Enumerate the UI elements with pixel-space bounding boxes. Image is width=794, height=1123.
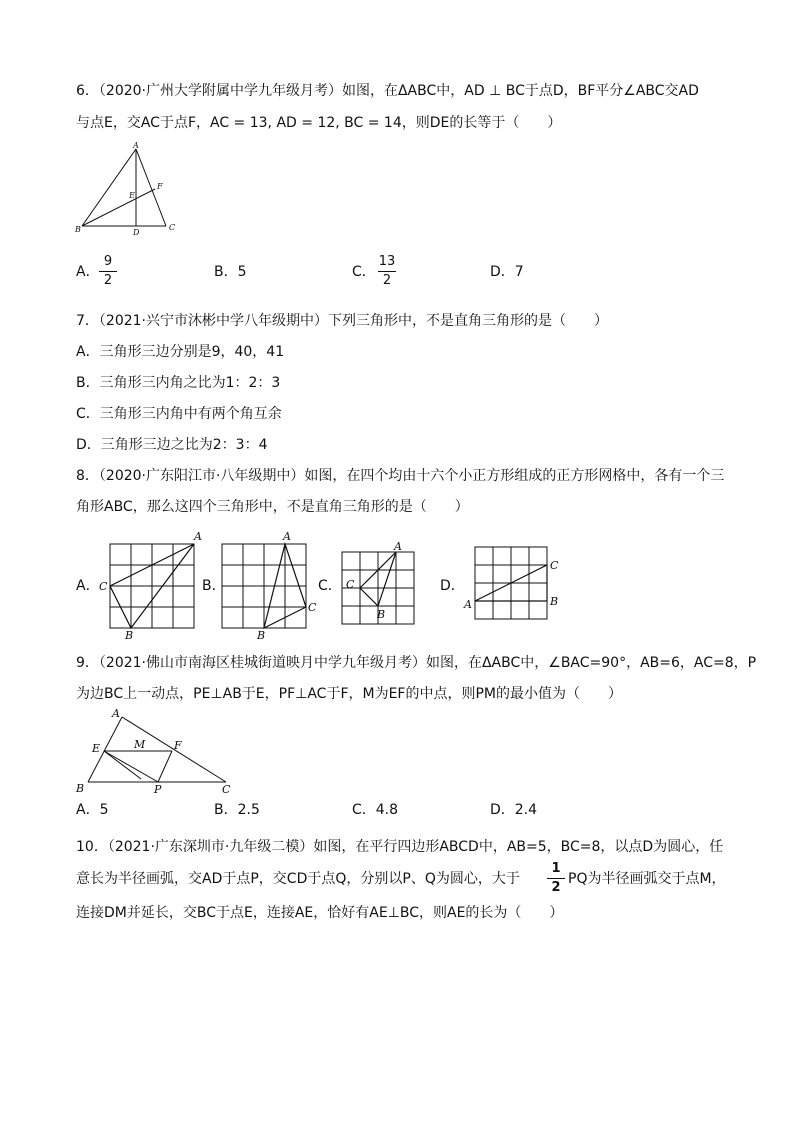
q8a-label-a: A (194, 530, 202, 543)
q7-option-b: B．三角形三内角之比为1：2：3 (76, 375, 281, 391)
q6-label-e: E (129, 191, 135, 200)
q10-stem-line1: 10．（2021·广东深圳市·九年级二模）如图，在平行四边形ABCD中，AB=5，BC=8，以点D为圆心，任 (76, 839, 724, 855)
q9-label-m: M (134, 738, 146, 751)
q8-option-a: A． (76, 578, 100, 594)
q8-option-b: B． (202, 578, 226, 594)
q6-label-b: B (75, 225, 81, 234)
q6-option-a-label: A． (76, 264, 100, 280)
q6-label-a: A (133, 141, 139, 150)
q8-grid-figure-c (332, 536, 422, 632)
q8-option-d: D． (440, 578, 465, 594)
q6-option-d: D．7 (490, 264, 524, 280)
q8-stem-line2: 角形ABC，那么这四个三角形中，不是直角三角形的是（ ） (76, 499, 469, 515)
q9-label-e: E (92, 742, 101, 755)
q6-label-d: D (133, 228, 140, 236)
q10-stem-line3: 连接DM并延长，交BC于点E，连接AE，恰好有AE⊥BC，则AE的长为（ ） (76, 905, 564, 921)
q9-stem-line1: 9．（2021·佛山市南海区桂城街道映月中学九年级月考）如图，在ΔABC中，∠BAC=90°，AB=6，AC=8，P (76, 655, 757, 671)
q9-triangle-figure (70, 706, 240, 796)
q8b-label-b: B (257, 629, 266, 640)
q8-option-c: C． (318, 578, 342, 594)
q6-label-c: C (169, 223, 176, 232)
q6-option-c-fraction (375, 254, 399, 289)
q6-option-b: B．5 (214, 264, 247, 280)
q6-option-a-num: 9 (103, 254, 113, 269)
q9-option-c: C．4.8 (352, 802, 399, 818)
q8d-label-c: C (550, 559, 559, 572)
q6-stem-line1: 6．（2020·广州大学附属中学九年级月考）如图，在ΔABC中，AD ⊥ BC于点D，BF平分∠ABC交AD (76, 83, 699, 99)
q9-option-d: D．2.4 (490, 802, 538, 818)
q8d-label-b: B (550, 595, 559, 608)
q10-stem-line2-part2: PQ为半径画弧交于点M， (568, 871, 726, 887)
q6-option-a-fraction (96, 254, 120, 289)
q9-label-a: A (112, 707, 120, 720)
q9-label-f: F (174, 739, 182, 752)
q9-label-b: B (76, 782, 85, 795)
q6-label-f: F (157, 182, 163, 191)
q8-grid-figure-a (96, 528, 206, 640)
q8-stem-line1: 8．（2020·广东阳江市·八年级期中）如图，在四个均由十六个小正方形组成的正方形网格中，各有一个三 (76, 468, 725, 484)
q6-stem-line2: 与点E，交AC于点F，AC = 13, AD = 12, BC = 14，则DE的长等于（ ） (76, 115, 562, 131)
q8-grid-figure-b (212, 528, 322, 640)
q8d-label-a: A (464, 598, 472, 611)
q7-option-d: D．三角形三边之比为2：3：4 (76, 437, 268, 453)
q10-half-num: 1 (551, 861, 561, 876)
q8a-label-b: B (125, 629, 134, 640)
q8b-label-c: C (308, 601, 317, 614)
q9-option-a: A．5 (76, 802, 109, 818)
q10-half-fraction (544, 861, 568, 896)
q7-option-c: C．三角形三内角中有两个角互余 (76, 406, 282, 422)
q6-option-a-den: 2 (103, 273, 113, 288)
q9-label-p: P (154, 783, 162, 796)
q6-option-c-label: C． (352, 264, 376, 280)
q10-half-den: 2 (551, 880, 561, 895)
q10-stem-line2-part1: 意长为半径画弧，交AD于点P，交CD于点Q，分别以P、Q为圆心，大于 (76, 871, 520, 887)
q8c-label-c: C (346, 578, 355, 591)
q6-triangle-figure (74, 140, 186, 236)
q7-stem: 7．（2021·兴宁市沐彬中学八年级期中）下列三角形中，不是直角三角形的是（ ） (76, 313, 608, 329)
q6-option-c-num: 13 (378, 254, 396, 269)
q8c-label-b: B (377, 608, 386, 621)
q9-option-b: B．2.5 (214, 802, 260, 818)
q8c-label-a: A (394, 540, 402, 553)
q8b-label-a: A (283, 530, 291, 543)
q8-grid-figure-d (460, 540, 570, 632)
q8a-label-c: C (99, 580, 108, 593)
q9-label-c: C (222, 783, 231, 796)
q7-option-a: A．三角形三边分别是9，40，41 (76, 344, 285, 360)
q6-option-c-den: 2 (382, 273, 392, 288)
q9-stem-line2: 为边BC上一动点，PE⊥AB于E，PF⊥AC于F，M为EF的中点，则PM的最小值为（ ） (76, 686, 622, 702)
